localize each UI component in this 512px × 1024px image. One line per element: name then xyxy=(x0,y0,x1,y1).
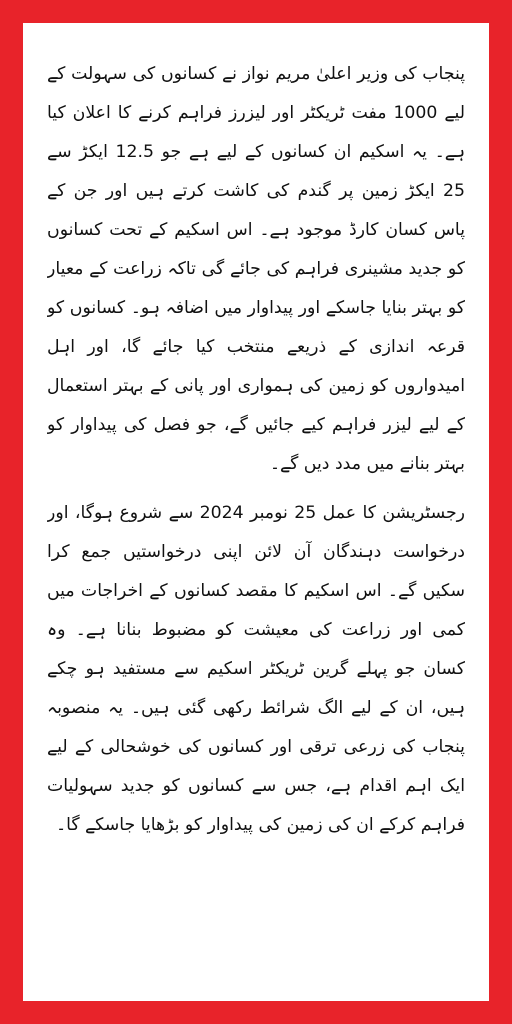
paragraph-1: پنجاب کی وزیر اعلیٰ مریم نواز نے کسانوں کی سہولت کے لیے 1000 مفت ٹریکٹر اور لیزرز فراہم کرنے کا اعلان کیا ہے۔ یہ اسکیم ان کسانوں کے لیے ہے جو 12.5 ایکڑ سے 25 ایکڑ زمین پر گندم کی کاشت کرتے ہیں اور جن کے پاس کسان کارڈ موجود ہے۔ اس اسکیم کے تحت کسانوں کو جدید مشینری فراہم کی جائے گی تاکہ زراعت کے معیار کو بہتر بنایا جاسکے اور پیداوار میں اضافہ ہو۔ کسانوں کو قرعہ اندازی کے ذریعے منتخب کیا جائے گا، اور اہل امیدواروں کو زمین کی ہمواری اور پانی کے بہتر استعمال کے لیے لیزر فراہم کیے جائیں گے، جو فصل کی پیداوار کو بہتر بنانے میں مدد دیں گے۔ xyxy=(47,64,465,474)
article-body xyxy=(47,55,465,961)
paragraph-2: رجسٹریشن کا عمل 25 نومبر 2024 سے شروع ہوگا، اور درخواست دہندگان آن لائن اپنی درخواستیں جمع کرا سکیں گے۔ اس اسکیم کا مقصد کسانوں کے اخراجات میں کمی اور زراعت کی معیشت کو مضبوط بنانا ہے۔ وہ کسان جو پہلے گرین ٹریکٹر اسکیم سے مستفید ہو چکے ہیں، ان کے لیے الگ شرائط رکھی گئی ہیں۔ یہ منصوبہ پنجاب کی زرعی ترقی اور کسانوں کی خوشحالی کے لیے ایک اہم اقدام ہے، جس سے کسانوں کو جدید سہولیات فراہم کرکے ان کی زمین کی پیداوار کو بڑھایا جاسکے گا۔ xyxy=(47,503,465,835)
